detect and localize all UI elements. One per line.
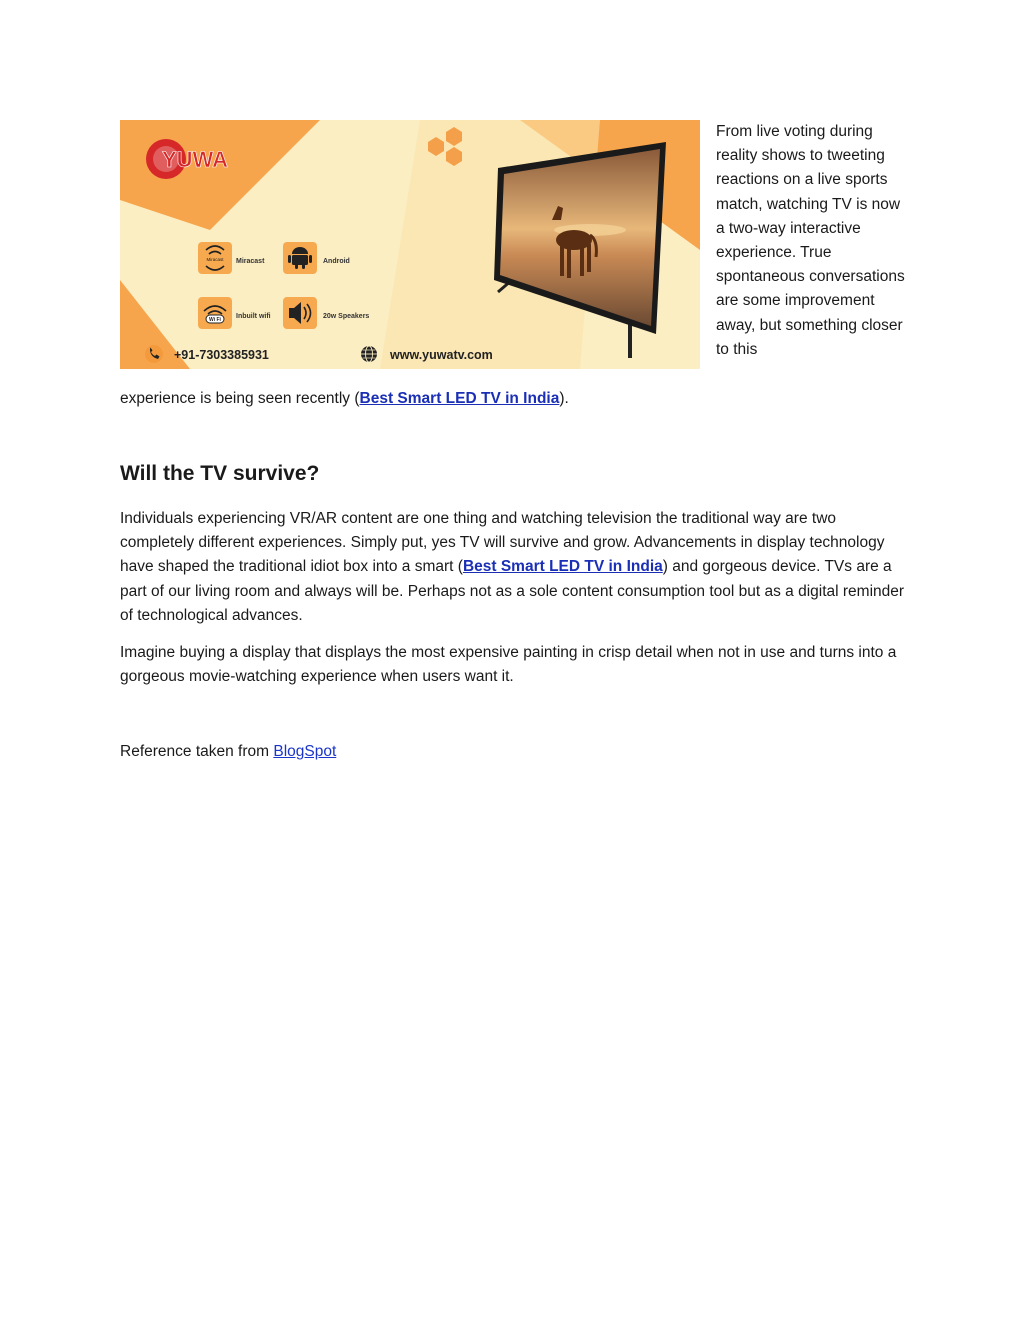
best-smart-led-tv-link-2[interactable]: Best Smart LED TV in India (462, 558, 663, 576)
globe-icon (361, 346, 377, 362)
miracast-label: Miracast (236, 258, 265, 265)
speakers-label: 20w Speakers (323, 313, 370, 320)
intro-side-text: From live voting during reality shows to tweeting reactions on a live sports match, watching TV is now a two-way interactive experience. True spontaneous conversations are some improvement away, but something closer to this (716, 123, 905, 358)
brand-text: YUWA (162, 147, 228, 172)
blogspot-link[interactable]: BlogSpot (273, 743, 337, 760)
section-paragraph-1 (120, 507, 910, 628)
reference-prefix: Reference taken from (120, 743, 274, 760)
intro-wrap-before: experience is being seen recently ( (120, 390, 360, 407)
miracast-icon-text: Miracast (206, 257, 224, 262)
product-banner-image (120, 120, 700, 369)
wifi-label: Inbuilt wifi (236, 313, 271, 320)
android-label: Android (323, 258, 350, 265)
best-smart-led-tv-link-1[interactable]: Best Smart LED TV in India (359, 390, 560, 407)
p1-before: Individuals experiencing VR/AR content are one thing and watching television the traditional way are two completely different experiences. Simply put, yes TV will survive and grow. Advancements in display technology have shaped the traditional idiot box into a smart ( (120, 510, 885, 576)
section-heading: Will the TV survive? (120, 462, 320, 485)
p1-after: ) and gorgeous device. TVs are a part of our living room and always will be. Perhaps not as a sole content consumption tool but as a digital reminder of technological advances. (120, 558, 905, 624)
phone-number: +91-7303385931 (174, 348, 269, 362)
intro-wrap-line (120, 387, 910, 411)
intro-wrap-after: ). (559, 390, 569, 407)
banner-artwork (120, 120, 700, 369)
wifi-icon-text: Wi Fi (209, 317, 221, 323)
reference-line (120, 740, 910, 764)
section-paragraph-2: Imagine buying a display that displays the most expensive painting in crisp detail when not in use and turns into a gorgeous movie-watching experience when users want it. (120, 644, 897, 686)
website-url: www.yuwatv.com (390, 348, 493, 362)
